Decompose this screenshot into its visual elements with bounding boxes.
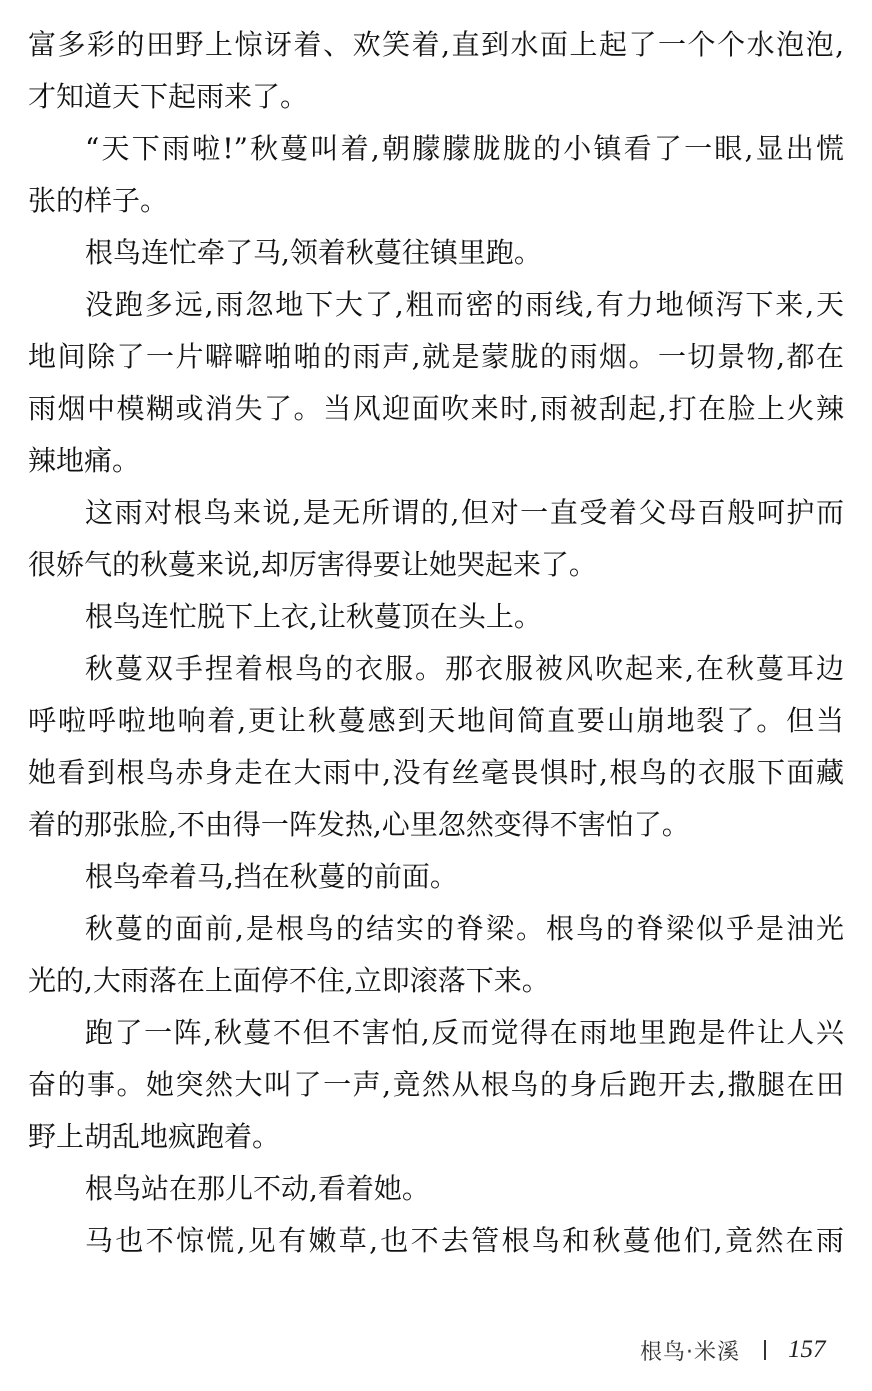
page-body-text bbox=[28, 19, 844, 1267]
page-footer bbox=[640, 1330, 826, 1370]
text-line-10: 这雨对根鸟来说,是无所谓的,但对一直受着父母百般呵护而 bbox=[85, 496, 844, 529]
text-line-19: 光的,大雨落在上面停不住,立即滚落下来。 bbox=[28, 964, 550, 997]
text-line-21: 奋的事。她突然大叫了一声,竟然从根鸟的身后跑开去,撒腿在田 bbox=[28, 1068, 844, 1101]
running-title: 根鸟·米溪 bbox=[640, 1339, 740, 1365]
text-line-17: 根鸟牵着马,挡在秋蔓的前面。 bbox=[85, 860, 458, 893]
text-line-22: 野上胡乱地疯跑着。 bbox=[28, 1120, 281, 1153]
text-line-5: 根鸟连忙牵了马,领着秋蔓往镇里跑。 bbox=[85, 236, 542, 269]
text-line-2: 才知道天下起雨来了。 bbox=[28, 80, 309, 113]
footer-separator bbox=[764, 1340, 766, 1360]
text-line-11: 很娇气的秋蔓来说,却厉害得要让她哭起来了。 bbox=[28, 548, 597, 581]
text-line-24: 马也不惊慌,见有嫩草,也不去管根鸟和秋蔓他们,竟然在雨 bbox=[85, 1224, 844, 1257]
text-line-12: 根鸟连忙脱下上衣,让秋蔓顶在头上。 bbox=[85, 600, 542, 633]
text-line-16: 着的那张脸,不由得一阵发热,心里忽然变得不害怕了。 bbox=[28, 808, 690, 841]
text-line-7: 地间除了一片噼噼啪啪的雨声,就是蒙胧的雨烟。一切景物,都在 bbox=[28, 340, 844, 373]
text-line-6: 没跑多远,雨忽地下大了,粗而密的雨线,有力地倾泻下来,天 bbox=[85, 288, 844, 321]
text-line-20: 跑了一阵,秋蔓不但不害怕,反而觉得在雨地里跑是件让人兴 bbox=[85, 1016, 844, 1049]
text-line-15: 她看到根鸟赤身走在大雨中,没有丝毫畏惧时,根鸟的衣服下面藏 bbox=[28, 756, 844, 789]
text-line-1: 富多彩的田野上惊讶着、欢笑着,直到水面上起了一个个水泡泡, bbox=[28, 28, 844, 61]
page-number: 157 bbox=[788, 1336, 826, 1363]
text-line-23: 根鸟站在那儿不动,看着她。 bbox=[85, 1172, 430, 1205]
text-line-14: 呼啦呼啦地响着,更让秋蔓感到天地间简直要山崩地裂了。但当 bbox=[28, 704, 844, 737]
text-line-18: 秋蔓的面前,是根鸟的结实的脊梁。根鸟的脊梁似乎是油光 bbox=[85, 912, 844, 945]
text-line-9: 辣地痛。 bbox=[28, 444, 141, 477]
text-line-13: 秋蔓双手捏着根鸟的衣服。那衣服被风吹起来,在秋蔓耳边 bbox=[85, 652, 844, 685]
text-line-3: “天下雨啦!”秋蔓叫着,朝朦朦胧胧的小镇看了一眼,显出慌 bbox=[85, 132, 844, 165]
text-line-4: 张的样子。 bbox=[28, 184, 169, 217]
text-line-8: 雨烟中模糊或消失了。当风迎面吹来时,雨被刮起,打在脸上火辣 bbox=[28, 392, 844, 425]
